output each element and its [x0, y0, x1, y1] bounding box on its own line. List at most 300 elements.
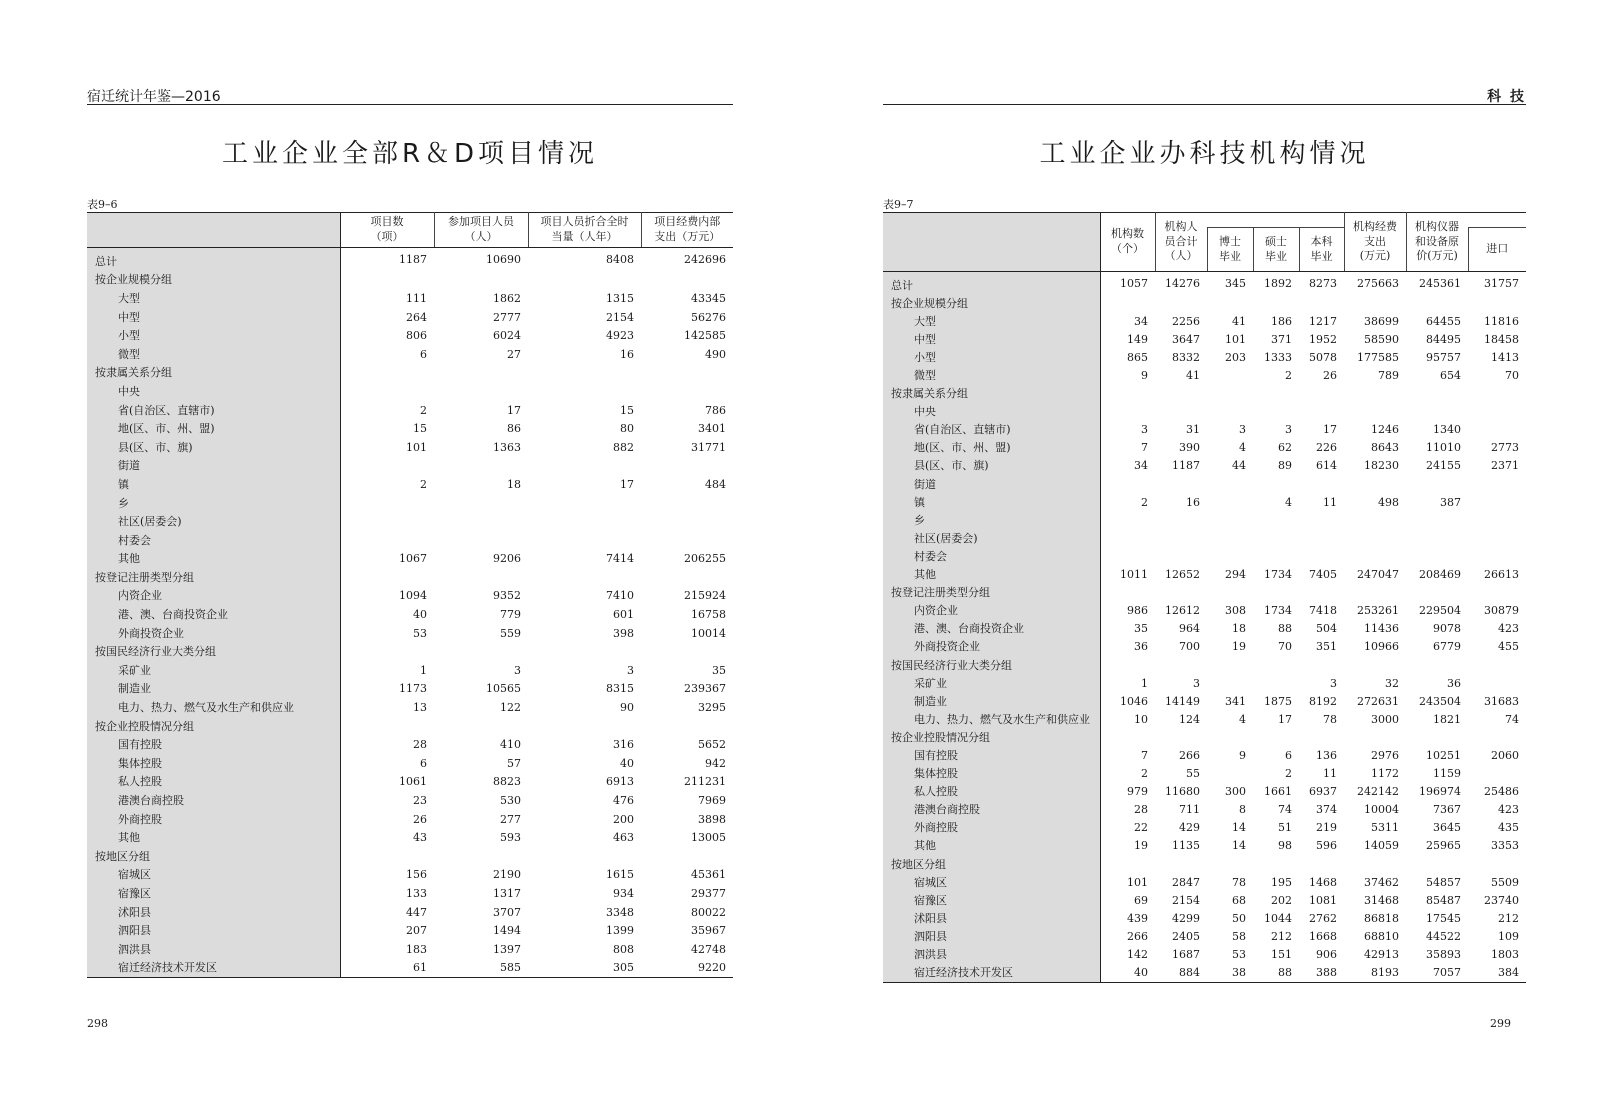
table-cell: 7414: [606, 552, 634, 566]
table-cell: 10966: [1364, 640, 1399, 654]
table-cell: 439: [1127, 911, 1148, 925]
table-cell: 212: [1271, 929, 1292, 943]
table-cell: 3353: [1491, 839, 1519, 853]
col-header-masters: 硕士 毕业: [1253, 228, 1299, 272]
table-cell: [641, 847, 733, 866]
row-label: 街道: [883, 475, 1100, 493]
table-cell: [1155, 511, 1207, 529]
table-cell: [1207, 584, 1253, 602]
row-label: 港、澳、台商投资企业: [87, 605, 340, 624]
table-cell: 101: [1127, 875, 1148, 889]
table-cell: [434, 512, 528, 531]
table-cell: 1217: [1309, 314, 1337, 328]
table-row: [87, 531, 733, 550]
row-label: 按国民经济行业大类分组: [883, 656, 1100, 674]
table-cell: 272631: [1357, 694, 1399, 708]
table-cell: 86: [507, 422, 521, 436]
col-header-bachelors: 本科 毕业: [1299, 228, 1344, 272]
table-row: [87, 735, 733, 754]
table-cell: 1734: [1264, 568, 1292, 582]
table-cell: 498: [1378, 495, 1399, 509]
table-row: [87, 475, 733, 494]
table-row: [87, 810, 733, 829]
row-label: 按国民经济行业大类分组: [87, 642, 340, 661]
table-cell: 3898: [698, 812, 726, 826]
table-cell: [1100, 584, 1155, 602]
table-cell: 1734: [1264, 604, 1292, 618]
table-cell: [340, 531, 434, 550]
table-cell: 1413: [1491, 350, 1519, 364]
table-cell: 78: [1323, 712, 1337, 726]
table-cell: [1344, 855, 1406, 873]
table-cell: 31683: [1484, 694, 1519, 708]
table-cell: 35: [712, 663, 726, 677]
table-cell: [641, 364, 733, 383]
row-label: 内资企业: [883, 602, 1100, 620]
table-row: [883, 584, 1526, 602]
table-cell: [1207, 294, 1253, 312]
table-cell: [434, 531, 528, 550]
table-cell: 476: [613, 794, 634, 808]
table-cell: 2: [420, 477, 427, 491]
table-row: [883, 855, 1526, 873]
table-cell: [641, 271, 733, 290]
table-cell: 31468: [1364, 893, 1399, 907]
row-label: 按登记注册类型分组: [87, 568, 340, 587]
table-row: [883, 873, 1526, 891]
table-cell: 38: [1232, 966, 1246, 980]
table-cell: 58590: [1364, 332, 1399, 346]
table-cell: [1207, 511, 1253, 529]
table-cell: 11816: [1484, 314, 1519, 328]
table-cell: [1100, 511, 1155, 529]
table-row: [883, 728, 1526, 746]
table-cell: 2762: [1309, 911, 1337, 925]
table-row: [883, 385, 1526, 403]
table-cell: [1207, 728, 1253, 746]
table-cell: 40: [413, 608, 427, 622]
table-cell: 388: [1316, 966, 1337, 980]
table-cell: 68: [1232, 893, 1246, 907]
table-cell: [1406, 475, 1468, 493]
row-label: 中央: [883, 403, 1100, 421]
table-cell: 68810: [1364, 929, 1399, 943]
table-cell: [528, 717, 641, 736]
col-header-fte: 项目人员折合全时 当量（人年）: [528, 213, 641, 248]
table-cell: 1135: [1172, 839, 1200, 853]
table-cell: [340, 382, 434, 401]
table-cell: 136: [1316, 748, 1337, 762]
col-header-equipment-value: 机构仪器 和设备原 价(万元): [1406, 213, 1468, 272]
col-header-imported: 进口: [1468, 228, 1526, 272]
table-row: [87, 903, 733, 922]
table-cell: 242696: [684, 252, 726, 266]
col-header-equipment-group: [1468, 213, 1526, 228]
table-cell: 2: [420, 403, 427, 417]
table-cell: 1315: [606, 291, 634, 305]
table-cell: 19: [1134, 839, 1148, 853]
table-row: [87, 438, 733, 457]
col-header-funding: 机构经费 支出 (万元): [1344, 213, 1406, 272]
row-label: 港、澳、台商投资企业: [883, 620, 1100, 638]
table-cell: 15: [413, 422, 427, 436]
table-cell: 351: [1316, 640, 1337, 654]
table-cell: [1468, 294, 1526, 312]
table-cell: 3: [1239, 423, 1246, 437]
row-label: 外商投资企业: [87, 624, 340, 643]
table-cell: 789: [1378, 369, 1399, 383]
table-row: [87, 717, 733, 736]
table-cell: 1317: [493, 886, 521, 900]
table-cell: 101: [1225, 332, 1246, 346]
table-cell: 43345: [691, 291, 726, 305]
table-cell: 9078: [1433, 622, 1461, 636]
table-row: [883, 312, 1526, 330]
table-cell: 149: [1127, 332, 1148, 346]
table-row: [87, 550, 733, 569]
table-cell: 54857: [1426, 875, 1461, 889]
table-cell: 7367: [1433, 803, 1461, 817]
table-cell: 37462: [1364, 875, 1399, 889]
table-cell: [641, 531, 733, 550]
table-cell: 41: [1186, 369, 1200, 383]
table-cell: 28: [1134, 803, 1148, 817]
table-cell: 26613: [1484, 568, 1519, 582]
table-cell: [1155, 475, 1207, 493]
col-header-personnel: 参加项目人员 （人）: [434, 213, 528, 248]
table-cell: [434, 847, 528, 866]
row-label: 省(自治区、直辖市): [883, 421, 1100, 439]
table-cell: 463: [613, 831, 634, 845]
table-cell: 429: [1179, 821, 1200, 835]
table-cell: [340, 568, 434, 587]
table-cell: 61: [413, 961, 427, 975]
table-row: [87, 587, 733, 606]
row-label: 大型: [87, 289, 340, 308]
table-cell: 3000: [1371, 712, 1399, 726]
row-label: 外商投资企业: [883, 638, 1100, 656]
table-cell: [528, 642, 641, 661]
table-cell: 3: [627, 663, 634, 677]
row-label: 按隶属关系分组: [87, 364, 340, 383]
table-cell: [1100, 529, 1155, 547]
row-label: 村委会: [87, 531, 340, 550]
table-row: [87, 642, 733, 661]
table-cell: 142: [1127, 948, 1148, 962]
table-cell: 390: [1179, 441, 1200, 455]
table-row: [883, 891, 1526, 909]
row-label: 宿豫区: [87, 884, 340, 903]
table-cell: 44522: [1426, 929, 1461, 943]
table-cell: 44: [1232, 459, 1246, 473]
table-cell: 906: [1316, 948, 1337, 962]
table-cell: 253261: [1357, 604, 1399, 618]
table-cell: 711: [1179, 803, 1200, 817]
row-label: 大型: [883, 312, 1100, 330]
row-label: 宿城区: [87, 866, 340, 885]
table-cell: 19: [1232, 640, 1246, 654]
table-cell: 84495: [1426, 332, 1461, 346]
table-cell: 14276: [1165, 276, 1200, 290]
table-cell: 294: [1225, 568, 1246, 582]
table-cell: 6937: [1309, 785, 1337, 799]
table-cell: [1253, 584, 1299, 602]
table-cell: 45361: [691, 868, 726, 882]
table-cell: 7: [1141, 748, 1148, 762]
table-cell: [1253, 674, 1299, 692]
row-label: 按隶属关系分组: [883, 385, 1100, 403]
table-cell: 36: [1447, 676, 1461, 690]
table-cell: 215924: [684, 589, 726, 603]
table-cell: 1333: [1264, 350, 1292, 364]
table-cell: 964: [1179, 622, 1200, 636]
table-cell: [1155, 584, 1207, 602]
table-cell: [641, 568, 733, 587]
table-cell: [1468, 728, 1526, 746]
table-cell: [1299, 529, 1344, 547]
table-row: [883, 511, 1526, 529]
table-cell: [1299, 294, 1344, 312]
table-cell: 384: [1498, 966, 1519, 980]
table-cell: 2: [1285, 767, 1292, 781]
table-cell: 6024: [493, 329, 521, 343]
table-cell: [1344, 547, 1406, 565]
left-table-number: 表9–6: [87, 198, 118, 211]
table-cell: 7405: [1309, 568, 1337, 582]
table-cell: 14: [1232, 821, 1246, 835]
table-cell: [1406, 656, 1468, 674]
table-cell: [1207, 547, 1253, 565]
table-cell: 410: [500, 738, 521, 752]
table-cell: 10014: [691, 626, 726, 640]
table-cell: [1468, 547, 1526, 565]
table-cell: 423: [1498, 622, 1519, 636]
table-cell: 156: [406, 868, 427, 882]
table-row: [87, 457, 733, 476]
table-cell: 1: [1141, 676, 1148, 690]
col-header-staff-group: [1207, 213, 1344, 228]
table-row: [87, 512, 733, 531]
table-cell: 882: [613, 440, 634, 454]
table-cell: 90: [620, 701, 634, 715]
table-cell: 1159: [1433, 767, 1461, 781]
table-row: [87, 401, 733, 420]
table-cell: 4: [1239, 712, 1246, 726]
table-cell: [1299, 547, 1344, 565]
table-row: [883, 964, 1526, 983]
table-cell: 308: [1225, 604, 1246, 618]
table-row: [883, 457, 1526, 475]
table-cell: 58: [1232, 929, 1246, 943]
table-row: [883, 547, 1526, 565]
table-cell: 229504: [1419, 604, 1461, 618]
left-running-head: 宿迁统计年鉴—2016: [87, 89, 221, 105]
table-cell: 53: [1232, 948, 1246, 962]
table-cell: [641, 382, 733, 401]
table-cell: 32: [1385, 676, 1399, 690]
table-cell: [1299, 584, 1344, 602]
table-cell: 504: [1316, 622, 1337, 636]
table-cell: 455: [1498, 640, 1519, 654]
row-label: 中央: [87, 382, 340, 401]
table-cell: 3: [514, 663, 521, 677]
table-cell: 18458: [1484, 332, 1519, 346]
table-cell: 3: [1285, 423, 1292, 437]
table-cell: [340, 494, 434, 513]
table-cell: 239367: [684, 682, 726, 696]
table-cell: 1399: [606, 924, 634, 938]
table-cell: 8: [1239, 803, 1246, 817]
table-cell: 1067: [399, 552, 427, 566]
table-cell: 17: [507, 403, 521, 417]
row-label: 微型: [883, 366, 1100, 384]
table-row: [883, 403, 1526, 421]
table-cell: 70: [1278, 640, 1292, 654]
table-cell: [1155, 385, 1207, 403]
table-row: [883, 566, 1526, 584]
table-cell: [1253, 511, 1299, 529]
table-cell: 208469: [1419, 568, 1461, 582]
table-row: [87, 248, 733, 271]
table-cell: [1207, 855, 1253, 873]
col-header-expenditure: 项目经费内部 支出（万元）: [641, 213, 733, 248]
table-cell: [1155, 529, 1207, 547]
table-row: [87, 698, 733, 717]
table-cell: [340, 847, 434, 866]
table-row: [883, 330, 1526, 348]
table-cell: 979: [1127, 785, 1148, 799]
table-cell: [1299, 855, 1344, 873]
table-cell: [1468, 511, 1526, 529]
table-cell: [1253, 403, 1299, 421]
row-label: 采矿业: [883, 674, 1100, 692]
left-page-title: 工业企业全部R＆D项目情况: [221, 139, 599, 169]
row-label: 按企业规模分组: [883, 294, 1100, 312]
table-row: [883, 710, 1526, 728]
table-cell: 779: [500, 608, 521, 622]
table-row: [883, 674, 1526, 692]
table-cell: 4299: [1172, 911, 1200, 925]
table-cell: [1253, 547, 1299, 565]
col-header-institutions: 机构数 （个）: [1100, 213, 1155, 272]
table-cell: 1615: [606, 868, 634, 882]
table-row: [883, 348, 1526, 366]
table-cell: [1406, 403, 1468, 421]
table-row: [87, 661, 733, 680]
row-label: 地(区、市、州、盟): [883, 439, 1100, 457]
table-row: [87, 754, 733, 773]
table-cell: 86818: [1364, 911, 1399, 925]
table-cell: [528, 847, 641, 866]
table-cell: [1155, 547, 1207, 565]
table-cell: 50: [1232, 911, 1246, 925]
table-cell: [1344, 385, 1406, 403]
table-cell: 7057: [1433, 966, 1461, 980]
table-cell: [1100, 855, 1155, 873]
table-cell: [1299, 403, 1344, 421]
table-cell: 10251: [1426, 748, 1461, 762]
table-cell: [1468, 656, 1526, 674]
table-cell: 70: [1505, 369, 1519, 383]
table-cell: 151: [1271, 948, 1292, 962]
table-cell: [641, 494, 733, 513]
row-label: 沭阳县: [883, 909, 1100, 927]
table-cell: 17: [1323, 423, 1337, 437]
row-label: 乡: [883, 511, 1100, 529]
table-cell: 31: [1186, 423, 1200, 437]
stub-header: [883, 213, 1100, 272]
table-cell: [340, 512, 434, 531]
table-row: [87, 624, 733, 643]
table-cell: [340, 364, 434, 383]
table-cell: [1207, 529, 1253, 547]
table-cell: 2847: [1172, 875, 1200, 889]
table-cell: [1299, 385, 1344, 403]
row-label: 其他: [87, 828, 340, 847]
table-cell: 13005: [691, 831, 726, 845]
table-row: [883, 783, 1526, 801]
table-row: [883, 909, 1526, 927]
table-cell: [528, 512, 641, 531]
row-label: 港澳台商控股: [87, 791, 340, 810]
table-cell: [1253, 475, 1299, 493]
table-cell: [528, 364, 641, 383]
table-cell: [1468, 529, 1526, 547]
table-row: [883, 656, 1526, 674]
table-row: [883, 421, 1526, 439]
table-cell: 7418: [1309, 604, 1337, 618]
table-cell: 15: [620, 403, 634, 417]
table-cell: [434, 271, 528, 290]
col-header-phd: 博士 毕业: [1207, 228, 1253, 272]
row-label: 宿城区: [883, 873, 1100, 891]
table-cell: 341: [1225, 694, 1246, 708]
row-label: 总计: [883, 272, 1100, 295]
table-cell: 8823: [493, 775, 521, 789]
row-label: 采矿业: [87, 661, 340, 680]
row-label: 小型: [87, 326, 340, 345]
table-cell: [1344, 728, 1406, 746]
table-cell: 13: [413, 701, 427, 715]
table-cell: 1094: [399, 589, 427, 603]
table-row: [883, 819, 1526, 837]
table-cell: [1207, 493, 1253, 511]
table-cell: 2154: [606, 310, 634, 324]
rd-projects-table: [87, 212, 733, 978]
table-cell: 124: [1179, 712, 1200, 726]
table-cell: 305: [613, 961, 634, 975]
table-cell: [1468, 674, 1526, 692]
table-cell: 1046: [1120, 694, 1148, 708]
tech-institutions-table-body: [883, 272, 1526, 983]
table-row: [87, 568, 733, 587]
table-cell: 26: [413, 812, 427, 826]
table-cell: 1397: [493, 942, 521, 956]
table-cell: 614: [1316, 459, 1337, 473]
right-page-title: 工业企业办科技机构情况: [1039, 139, 1370, 169]
row-label: 电力、热力、燃气及水生产和供应业: [87, 698, 340, 717]
table-cell: 1862: [493, 291, 521, 305]
table-cell: 5652: [698, 738, 726, 752]
table-cell: 387: [1440, 495, 1461, 509]
table-row: [87, 605, 733, 624]
table-cell: [1253, 728, 1299, 746]
row-label: 泗阳县: [87, 921, 340, 940]
row-label: 宿迁经济技术开发区: [87, 959, 340, 978]
table-cell: 986: [1127, 604, 1148, 618]
table-row: [87, 271, 733, 290]
table-cell: 2190: [493, 868, 521, 882]
